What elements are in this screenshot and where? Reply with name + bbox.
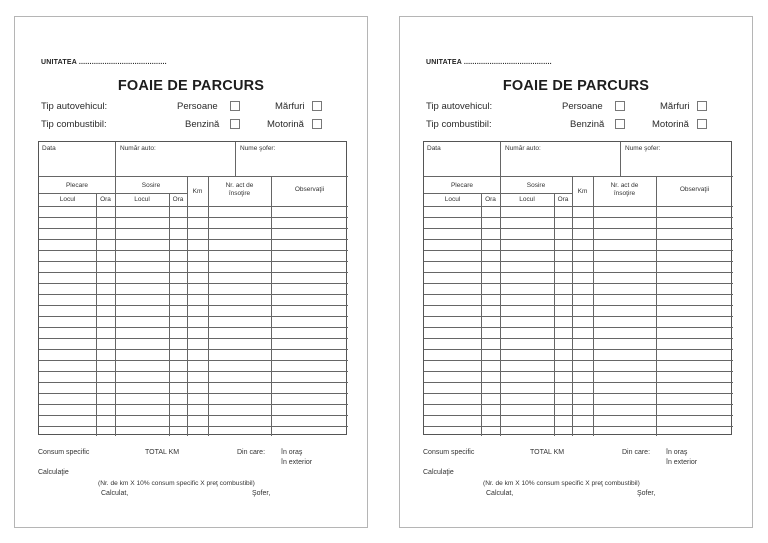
table-row[interactable] xyxy=(424,218,733,228)
departure-place-header: Locul xyxy=(444,196,461,203)
fuel-type-label: Tip combustibil: xyxy=(426,119,492,130)
table-separator xyxy=(39,176,348,177)
table-row[interactable] xyxy=(424,405,733,415)
calculation-formula: (Nr. de km X 10% consum specific X preţ combustibil) xyxy=(483,480,640,487)
diesel-label: Motorină xyxy=(652,119,689,130)
in-city-label: în oraş xyxy=(666,449,688,456)
document-number-header-line1: Nr. act de xyxy=(610,182,639,189)
table-row[interactable] xyxy=(39,328,348,338)
driver-name-header: Nume şofer: xyxy=(625,145,661,152)
specific-consumption-label: Consum specific xyxy=(423,449,475,456)
arrival-place-header: Locul xyxy=(519,196,535,203)
diesel-checkbox[interactable] xyxy=(312,119,322,129)
table-row[interactable] xyxy=(424,229,733,239)
document-number-header-line2: însoţire xyxy=(613,190,636,197)
goods-label: Mărfuri xyxy=(275,101,305,112)
goods-checkbox[interactable] xyxy=(697,101,707,111)
km-header: Km xyxy=(577,188,588,195)
table-row[interactable] xyxy=(39,372,348,382)
table-row[interactable] xyxy=(39,306,348,316)
form-title: FOAIE DE PARCURS xyxy=(502,78,650,94)
table-separator xyxy=(424,193,572,194)
table-row[interactable] xyxy=(424,361,733,371)
table-separator xyxy=(235,142,236,176)
unit-field: UNITATEA ......................................... xyxy=(426,59,552,66)
table-row[interactable] xyxy=(39,416,348,426)
departure-time-header: Ora xyxy=(100,196,111,203)
table-row[interactable] xyxy=(39,207,348,217)
passengers-checkbox[interactable] xyxy=(230,101,240,111)
table-row[interactable] xyxy=(424,251,733,261)
calculation-label: Calculaţie xyxy=(423,469,454,476)
table-row[interactable] xyxy=(424,339,733,349)
diesel-label: Motorină xyxy=(267,119,304,130)
gasoline-label: Benzină xyxy=(570,119,605,130)
table-row-line xyxy=(39,426,348,427)
table-separator xyxy=(500,142,501,176)
table-row-line xyxy=(424,426,733,427)
table-row[interactable] xyxy=(424,372,733,382)
table-row[interactable] xyxy=(39,273,348,283)
table-row[interactable] xyxy=(39,383,348,393)
travel-sheet-form-left xyxy=(14,16,368,528)
table-row[interactable] xyxy=(424,328,733,338)
table-row[interactable] xyxy=(424,295,733,305)
table-row[interactable] xyxy=(424,262,733,272)
table-row[interactable] xyxy=(424,240,733,250)
arrival-time-header: Ora xyxy=(557,196,569,203)
table-row[interactable] xyxy=(39,394,348,404)
departure-header: Plecare xyxy=(450,182,474,189)
date-header: Data xyxy=(42,145,56,152)
arrival-place-header: Locul xyxy=(134,196,150,203)
departure-header: Plecare xyxy=(65,182,89,189)
gasoline-checkbox[interactable] xyxy=(615,119,625,129)
gasoline-checkbox[interactable] xyxy=(230,119,240,129)
table-row[interactable] xyxy=(424,394,733,404)
arrival-time-header: Ora xyxy=(172,196,184,203)
table-row[interactable] xyxy=(39,229,348,239)
table-row[interactable] xyxy=(39,251,348,261)
table-row[interactable] xyxy=(39,262,348,272)
calculated-by-label: Calculat, xyxy=(486,490,514,497)
passengers-label: Persoane xyxy=(562,101,603,112)
goods-checkbox[interactable] xyxy=(312,101,322,111)
arrival-header: Sosire xyxy=(141,182,161,189)
total-km-label: TOTAL KM xyxy=(530,449,565,456)
of-which-label: Din care: xyxy=(237,449,266,456)
outside-city-label: în exterior xyxy=(281,459,313,466)
table-row[interactable] xyxy=(39,339,348,349)
table-row[interactable] xyxy=(39,405,348,415)
table-row[interactable] xyxy=(39,284,348,294)
table-row[interactable] xyxy=(39,361,348,371)
unit-field: UNITATEA ......................................... xyxy=(41,59,167,66)
in-city-label: în oraş xyxy=(281,449,303,456)
passengers-checkbox[interactable] xyxy=(615,101,625,111)
table-row[interactable] xyxy=(424,383,733,393)
specific-consumption-label: Consum specific xyxy=(38,449,90,456)
km-header: Km xyxy=(192,188,203,195)
plate-number-header: Număr auto: xyxy=(505,145,541,152)
table-row[interactable] xyxy=(424,284,733,294)
document-number-header-line1: Nr. act de xyxy=(225,182,254,189)
route-table xyxy=(423,141,732,435)
calculation-formula: (Nr. de km X 10% consum specific X preţ combustibil) xyxy=(98,480,255,487)
observations-header: Observaţii xyxy=(679,186,710,193)
departure-time-header: Ora xyxy=(485,196,496,203)
diesel-checkbox[interactable] xyxy=(697,119,707,129)
table-row[interactable] xyxy=(39,295,348,305)
plate-number-header: Număr auto: xyxy=(120,145,156,152)
calculation-label: Calculaţie xyxy=(38,469,69,476)
observations-header: Observaţii xyxy=(294,186,325,193)
table-separator xyxy=(620,142,621,176)
table-row[interactable] xyxy=(424,350,733,360)
table-row[interactable] xyxy=(39,240,348,250)
route-table xyxy=(38,141,347,435)
gasoline-label: Benzină xyxy=(185,119,220,130)
vehicle-type-label: Tip autovehicul: xyxy=(41,101,108,112)
arrival-header: Sosire xyxy=(526,182,546,189)
goods-label: Mărfuri xyxy=(660,101,690,112)
date-header: Data xyxy=(427,145,441,152)
table-separator xyxy=(39,193,187,194)
table-row[interactable] xyxy=(424,207,733,217)
table-separator xyxy=(115,142,116,176)
document-number-header-line2: însoţire xyxy=(228,190,251,197)
table-row[interactable] xyxy=(424,273,733,283)
table-row[interactable] xyxy=(39,218,348,228)
table-separator xyxy=(424,176,733,177)
fuel-type-label: Tip combustibil: xyxy=(41,119,107,130)
total-km-label: TOTAL KM xyxy=(145,449,180,456)
table-row[interactable] xyxy=(424,416,733,426)
vehicle-type-label: Tip autovehicul: xyxy=(426,101,493,112)
departure-place-header: Locul xyxy=(59,196,76,203)
calculated-by-label: Calculat, xyxy=(101,490,129,497)
outside-city-label: în exterior xyxy=(666,459,698,466)
driver-signature-label: Şofer, xyxy=(637,490,656,497)
passengers-label: Persoane xyxy=(177,101,218,112)
table-row[interactable] xyxy=(424,317,733,327)
form-title: FOAIE DE PARCURS xyxy=(117,78,265,94)
driver-signature-label: Şofer, xyxy=(252,490,271,497)
travel-sheet-form-right xyxy=(399,16,753,528)
table-row[interactable] xyxy=(39,350,348,360)
of-which-label: Din care: xyxy=(622,449,651,456)
driver-name-header: Nume şofer: xyxy=(240,145,276,152)
table-row[interactable] xyxy=(39,317,348,327)
table-row[interactable] xyxy=(424,306,733,316)
